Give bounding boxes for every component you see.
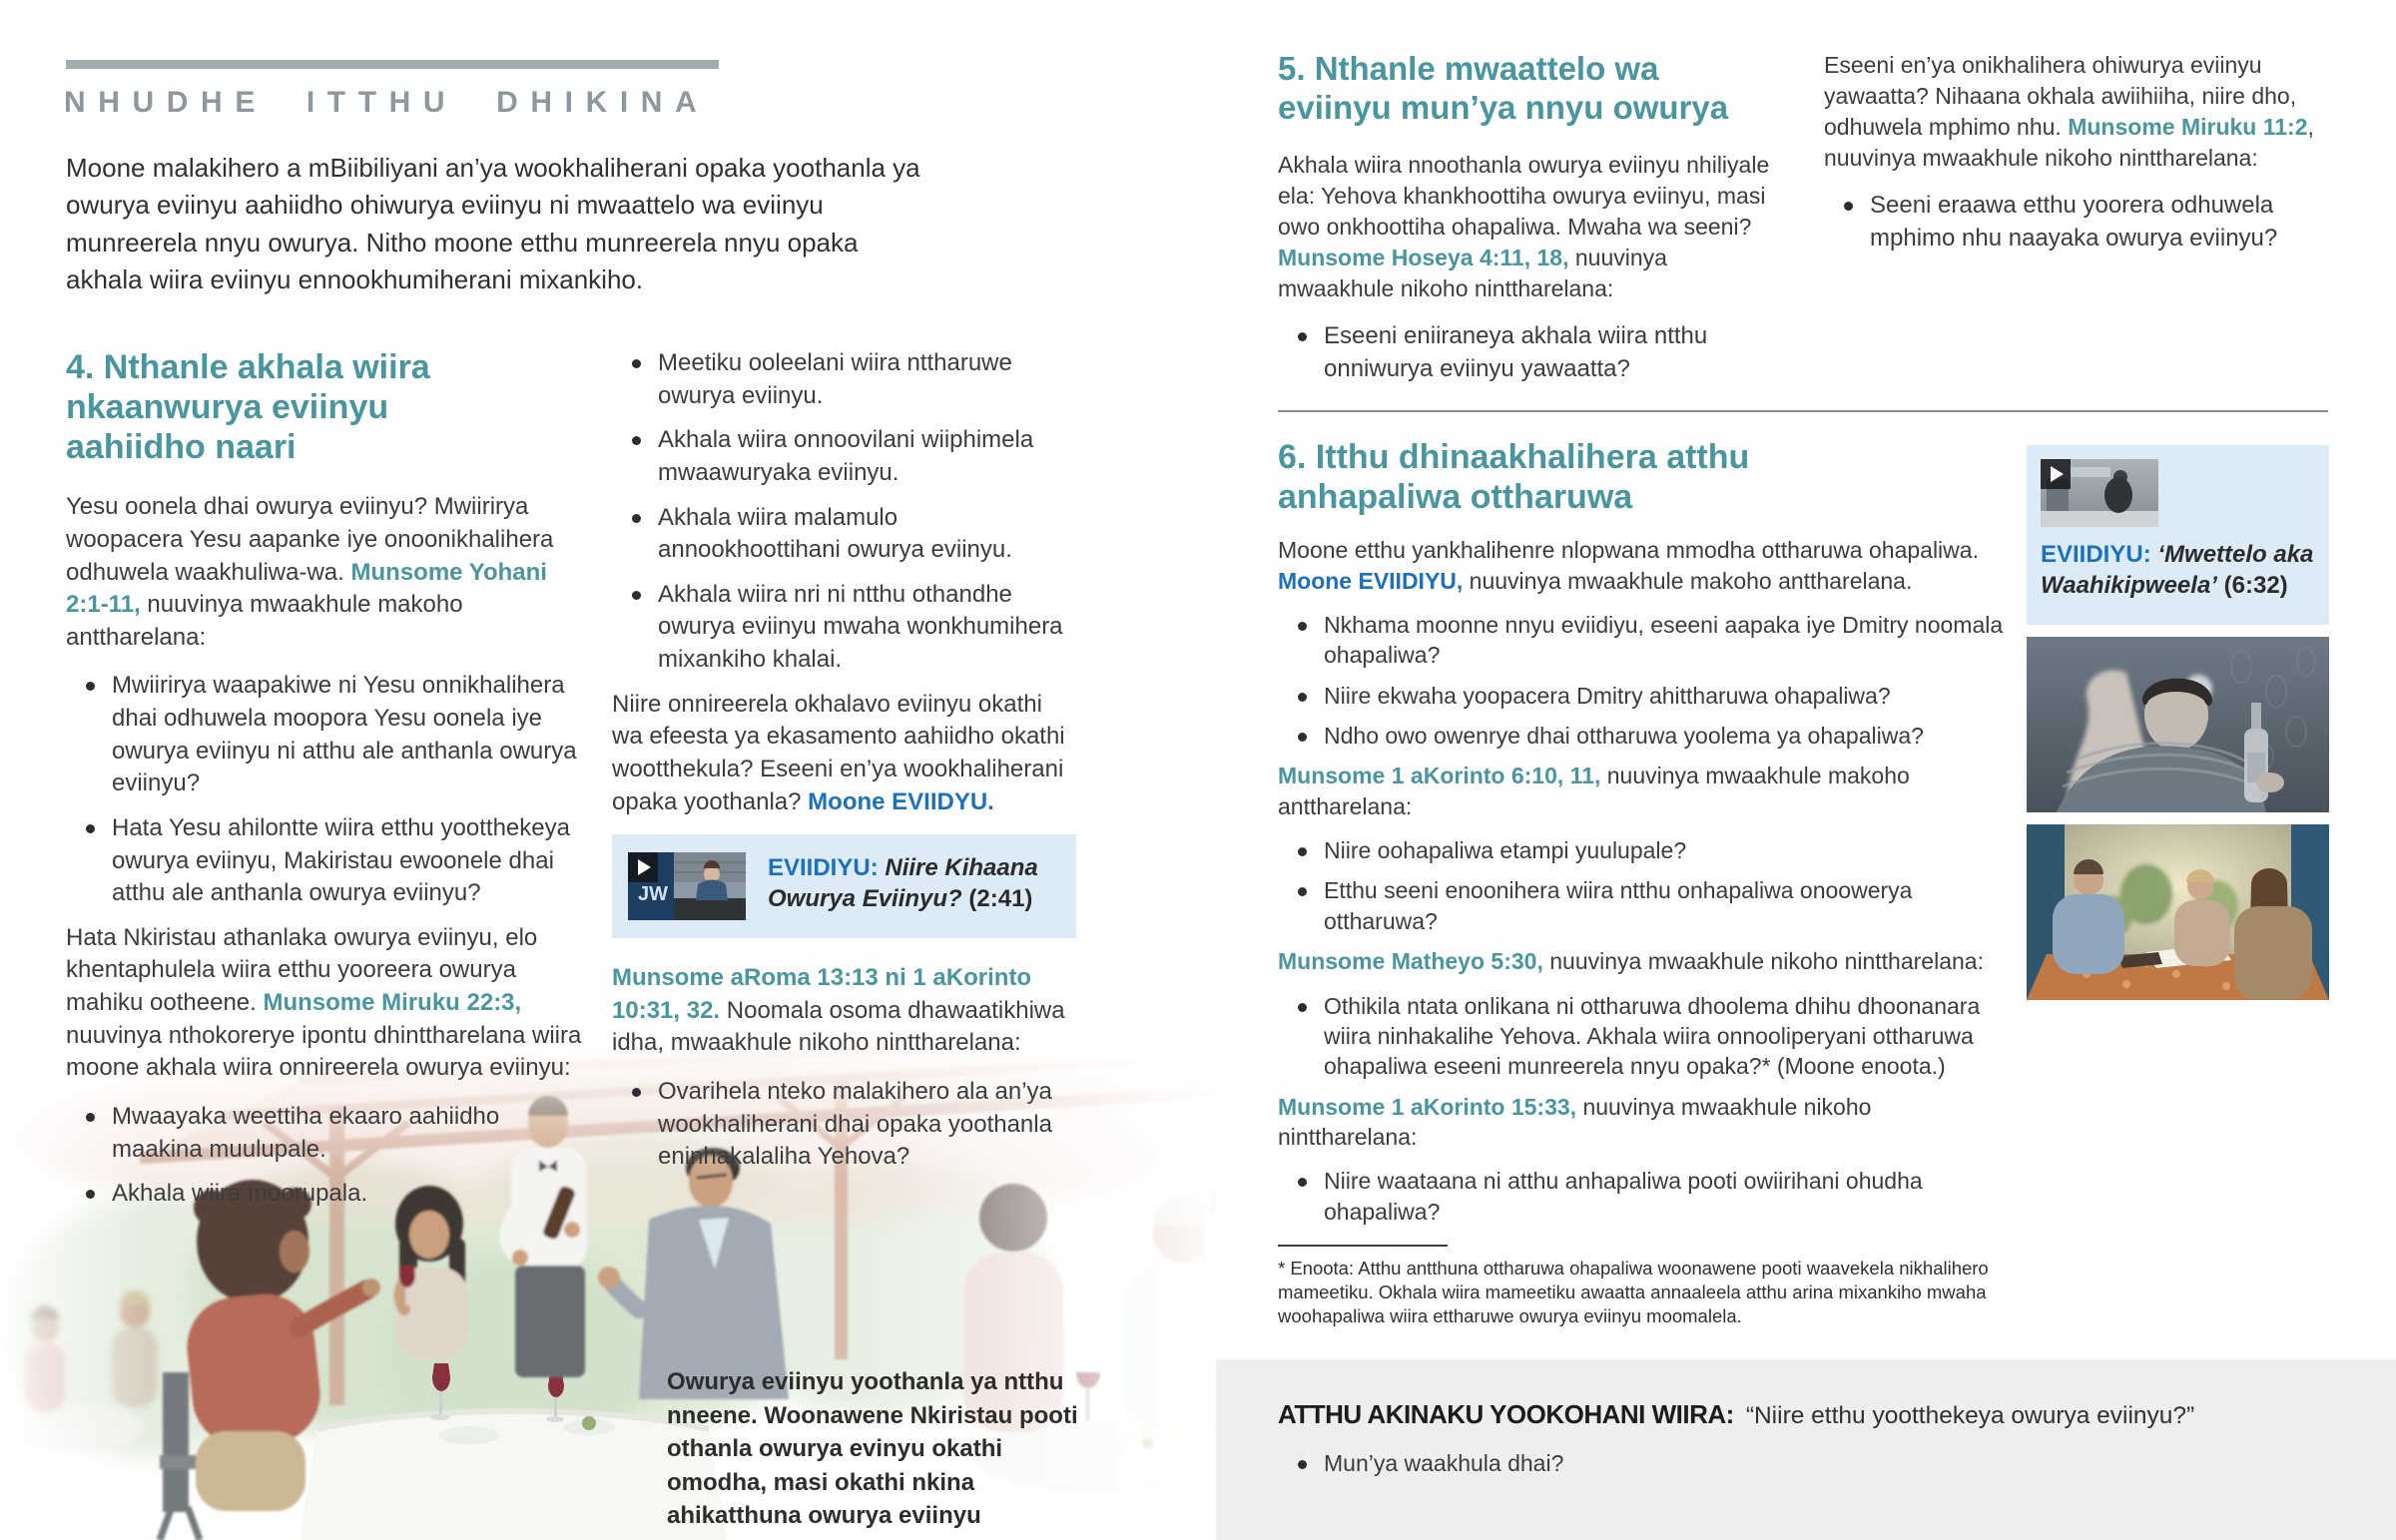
- list-item: Akhala wiira moorupala.: [66, 1178, 585, 1211]
- review-question: “Niire etthu yootthekeya owurya eviinyu?”: [1745, 1402, 2195, 1429]
- korinto-6-paragraph: [1278, 761, 2007, 821]
- roma-questions: [612, 1076, 1076, 1174]
- scripture-link-miruku-22[interactable]: Munsome Miruku 22:3,: [263, 989, 522, 1017]
- text: nuuvinya mwaakhule nikoho ninttharelana:: [1278, 245, 1667, 302]
- text: nuuvinya mwaakhule nikoho ninttharelana:: [1278, 1093, 1872, 1150]
- scripture-link-yohani[interactable]: Munsome Yohani 2:1-11,: [66, 558, 547, 619]
- list-item: Mun’ya waakhula dhai?: [1278, 1448, 2356, 1479]
- video-box-2[interactable]: [2027, 445, 2329, 625]
- list-item: Mwaayaka weettiha ekaaro aahiidho maakina muulupale.: [66, 1101, 585, 1166]
- matheyo-paragraph: [1278, 946, 2007, 976]
- video-link-2[interactable]: Moone EVIIDIYU,: [1278, 567, 1464, 594]
- section-6-questions: [1278, 610, 2007, 751]
- footnote: * Enoota: Atthu antthuna ottharuwa ohapaliwa woonawene pooti waavekela nikhalihero mameetiku. Okhala wiira mameetiku awaatta annaaleela atthu arina mixankiho mwaha woohapaliwa wiira ettharuwe owurya eviinyu moomalela.: [1278, 1258, 1989, 1327]
- illustration-caption: Owurya eviinyu yoothanla ya ntthu nneene. Woonawene Nkiristau pooti othanla owurya evinyu okathi omodha, masi okathi nkina ahikatthuna owurya eviinyu: [667, 1368, 1078, 1530]
- scripture-link-miruku-11[interactable]: Munsome Miruku 11:2: [2068, 114, 2308, 141]
- right-column-b: [1824, 50, 2328, 266]
- text: Noomala osoma dhawaatikhiwa idha, mwaakhule nikoho ninttharelana:: [612, 996, 1065, 1057]
- scripture-link-hoseya[interactable]: Munsome Hoseya 4:11, 18,: [1278, 245, 1569, 271]
- section-4-paragraph: [66, 491, 585, 654]
- section-6-sidebar: [2027, 445, 2329, 1000]
- list-item: Niire waataana ni atthu anhapaliwa pooti owiirihani ohudha ohapaliwa?: [1278, 1166, 2007, 1227]
- play-icon[interactable]: [628, 852, 658, 882]
- list-item: Hata Yesu ahilontte wiira etthu yootthekeya owurya eviinyu, Makiristau ewoonele dhai atthu ale anthanla owurya eviinyu?: [66, 812, 585, 910]
- photo-family-study: [2027, 824, 2329, 1000]
- text: nuuvinya nthokorerye ipontu dhinttharelana wiira moone akhala wiira onnireerela owurya eviinyu:: [66, 1021, 582, 1082]
- korinto-6-questions: [1278, 835, 2007, 936]
- text: Hata Nkiristau athanlaka owurya eviinyu, elo khentaphulela wiira etthu yooreera owurya mahiku ootheene.: [66, 923, 538, 1017]
- list-item: Akhala wiira onnoovilani wiiphimela mwaawuryaka eviinyu.: [612, 424, 1076, 489]
- section-5-paragraph: [1278, 150, 1777, 304]
- text: Eseeni en’ya onikhalihera ohiwurya eviinyu yawaatta? Nihaana okhala awiihiiha, niire dho, odhuwela mphimo nhu.: [1824, 52, 2297, 141]
- list-item: Seeni eraawa etthu yoorera odhuwela mphimo nhu naayaka owurya eviinyu?: [1824, 190, 2328, 255]
- page-kicker: NHUDHE ITTHU DHIKINA: [64, 86, 710, 119]
- section-5-heading: 5. Nthanle mwaattelo wa eviinyu mun’ya nnyu owurya: [1278, 50, 1729, 126]
- list-item: Othikila ntata onlikana ni ottharuwa dhoolema dhihu dhoonanara wiira ninhakalihe Yehova. Akhala wiira onnooliperyani ottharuwa ohapaliwa eseeni munreerela nnyu opaka?* (Moone enoota.): [1278, 991, 2007, 1082]
- video-title: ‘Mwettelo aka Waahikipweela’: [2041, 541, 2314, 600]
- section-4-questions: [66, 670, 585, 909]
- section-4-paragraph-2: [66, 922, 585, 1085]
- list-item: Mwiirirya waapakiwe ni Yesu onnikhalihera dhai odhuwela moopora Yesu oonela iye owurya eviinyu ni atthu ale anthanla owurya eviinyu?: [66, 670, 585, 800]
- text: nuuvinya mwaakhule makoho anttharelana:: [1278, 763, 1910, 819]
- video-title: Niire Kihaana Owurya Eviinyu?: [768, 854, 1038, 913]
- video-intro-paragraph: [612, 689, 1076, 819]
- scripture-link-korinto-15[interactable]: Munsome 1 aKorinto 15:33,: [1278, 1093, 1577, 1120]
- scripture-link-roma[interactable]: Munsome aRoma 13:13 ni 1 aKorinto 10:31, 32.: [612, 964, 1032, 1024]
- text: nuuvinya mwaakhule makoho anttharelana.: [1463, 567, 1913, 594]
- video-thumbnail-2[interactable]: [2041, 459, 2158, 527]
- text: , nuuvinya mwaakhule nikoho ninttharelana:: [1824, 114, 2314, 172]
- footnote-rule: [1278, 1245, 1448, 1247]
- review-box: [1216, 1359, 2396, 1540]
- text: Akhala wiira nnoothanla owurya eviinyu nhiliyale ela: Yehova khankhoottiha owurya eviinyu, masi owo onkhoottiha ohapaliwa. Mwaha wa seeni?: [1278, 151, 1770, 240]
- left-column-1: [66, 347, 585, 1223]
- section-5-questions-2: [1824, 190, 2328, 255]
- text: Niire onnireerela okhalavo eviinyu okathi wa efeesta ya ekasamento aahiidho okathi wootthekula? Eseeni en’ya wookhaliherani opaka yoothanla?: [612, 690, 1065, 815]
- text: Yesu oonela dhai owurya eviinyu? Mwiirirya woopacera Yesu aapanke iye onoonikhalihera odhuwela waakhuliwa-wa.: [66, 493, 554, 586]
- section-6-heading: 6. Itthu dhinaakhalihera atthu anhapaliwa ottharuwa: [1278, 438, 1750, 517]
- section-5-paragraph-2: [1824, 50, 2328, 174]
- video-caption-1: [768, 852, 1060, 920]
- jw-logo: JW: [638, 883, 668, 906]
- video-duration: (2:41): [968, 885, 1033, 913]
- roma-paragraph: [612, 962, 1076, 1060]
- photo-man-with-bottle: [2027, 637, 2329, 812]
- list-item: Akhala wiira nri ni ntthu othandhe owurya eviinyu mwaha wonkhumihera mixankiho khalai.: [612, 579, 1076, 677]
- left-column-2: [612, 347, 1076, 1186]
- review-label: ATTHU AKINAKU YOOKOHANI WIIRA:: [1278, 1399, 1734, 1429]
- text: nuuvinya mwaakhule nikoho ninttharelana:: [1542, 948, 1984, 975]
- section-5-questions: [1278, 320, 1777, 385]
- list-item: Ndho owo owenrye dhai ottharuwa yoolema ya ohapaliwa?: [1278, 721, 2007, 751]
- review-question-line: [1278, 1399, 2356, 1430]
- matheyo-questions: [1278, 991, 2007, 1082]
- section-divider: [1278, 410, 2328, 412]
- video-link[interactable]: Moone EVIIDYU.: [808, 787, 994, 815]
- intro-paragraph: Moone malakihero a mBiibiliyani an’ya wookhaliherani opaka yoothanla ya owurya eviinyu aahiidho ohiwurya eviinyu ni mwaattelo wa eviinyu munreerela nnyu owurya. Nitho moone etthu munreerela nnyu opaka akhala wiira eviinyu ennookhumiherani mixankiho.: [66, 153, 920, 295]
- section-6-paragraph: [1278, 535, 2007, 596]
- play-icon[interactable]: [2041, 459, 2071, 489]
- video-label: EVIIDIYU:: [768, 854, 879, 882]
- video-thumbnail-1[interactable]: [628, 852, 746, 920]
- list-item: Eseeni eniiraneya akhala wiira ntthu onniwurya eviinyu yawaatta?: [1278, 320, 1777, 385]
- video-box-1[interactable]: [612, 834, 1076, 938]
- right-column-a: [1278, 50, 1777, 397]
- scripture-link-korinto-6[interactable]: Munsome 1 aKorinto 6:10, 11,: [1278, 763, 1601, 789]
- list-item: Niire ekwaha yoopacera Dmitry ahittharuwa ohapaliwa?: [1278, 681, 2007, 711]
- korinto-15-questions: [1278, 1166, 2007, 1227]
- list-item: Akhala wiira malamulo annookhoottihani owurya eviinyu.: [612, 502, 1076, 567]
- video-label: EVIIDIYU:: [2041, 541, 2151, 568]
- list-item: Meetiku ooleelani wiira nttharuwe owurya eviinyu.: [612, 347, 1076, 412]
- list-item: Nkhama moonne nnyu eviidiyu, eseeni aapaka iye Dmitry noomala ohapaliwa?: [1278, 610, 2007, 671]
- text: Moone etthu yankhalihenre nlopwana mmodha ottharuwa ohapaliwa.: [1278, 537, 1979, 564]
- text: nuuvinya mwaakhule makoho anttharelana:: [66, 591, 463, 651]
- section-4-points: [66, 1101, 585, 1211]
- list-item: Niire oohapaliwa etampi yuulupale?: [1278, 835, 2007, 865]
- header-rule: [66, 60, 719, 69]
- korinto-15-paragraph: [1278, 1092, 2007, 1153]
- list-item: Ovarihela nteko malakihero ala an’ya wookhaliherani dhai opaka yoothanla eninhakalaliha Yehova?: [612, 1076, 1076, 1174]
- video-caption-2: [2041, 539, 2315, 601]
- section-4-heading: 4. Nthanle akhala wiira nkaanwurya eviinyu aahiidho naari: [66, 348, 430, 467]
- section-6-column: [1278, 437, 2007, 1328]
- scripture-link-matheyo[interactable]: Munsome Matheyo 5:30,: [1278, 948, 1543, 975]
- list-item: Etthu seeni enoonihera wiira ntthu onhapaliwa onoowerya ottharuwa?: [1278, 875, 2007, 936]
- benefits-list: [612, 347, 1076, 677]
- video-duration: (6:32): [2223, 572, 2288, 600]
- review-bullets: [1278, 1448, 2356, 1479]
